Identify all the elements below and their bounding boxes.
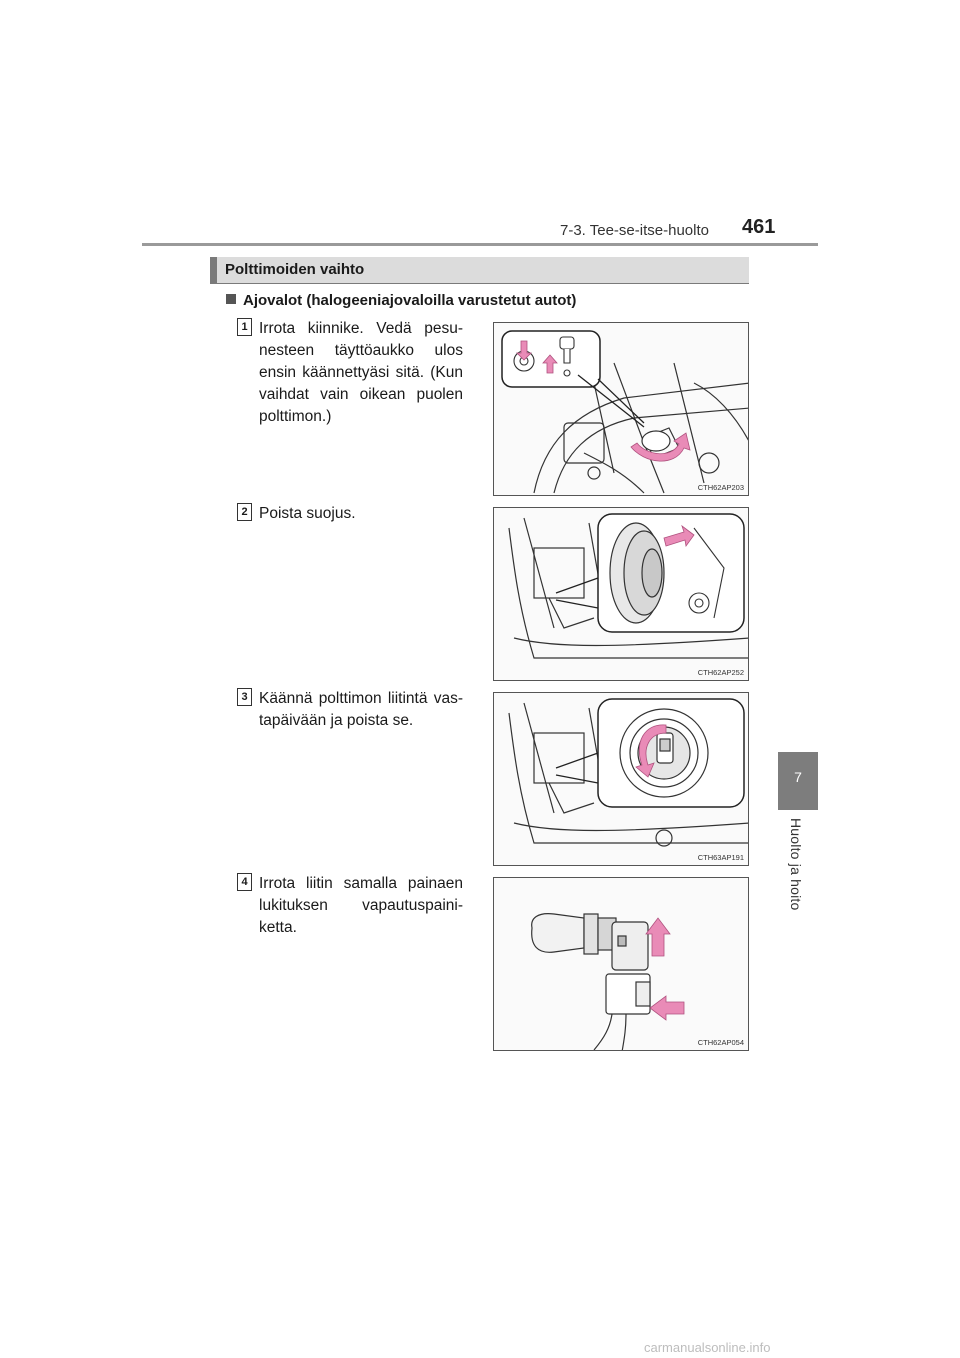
subheading: [226, 292, 576, 309]
step-text-4: Irrota liitin samalla painaen lukituksen vapautuspaini-ketta.: [259, 875, 463, 936]
headlight-cover-illustration: [494, 508, 749, 681]
page-number: 461: [742, 216, 776, 238]
running-header-section: 7-3. Tee-se-itse-huolto: [560, 222, 709, 239]
section-underline: [210, 283, 749, 284]
pink-arrow-icon: [646, 918, 684, 1020]
bulb-removal-illustration: [494, 878, 749, 1051]
figure-step-2: [493, 507, 749, 681]
step-badge-2: 2: [237, 503, 252, 521]
figure-code-1: CTH62AP203: [697, 483, 744, 492]
section-title: Polttimoiden vaihto: [225, 261, 365, 278]
subheading-text: Ajovalot (halogeeniajovaloilla varustetut autot): [243, 292, 577, 309]
step-text-3: Käännä polttimon liitintä vas-tapäivään ja poista se.: [259, 690, 463, 729]
figure-step-1: [493, 322, 749, 496]
figure-code-2: CTH62AP252: [697, 668, 744, 677]
watermark: carmanualsonline.info: [644, 1340, 771, 1355]
step-text-2: Poista suojus.: [259, 505, 356, 522]
step-badge-4: 4: [237, 873, 252, 891]
figure-step-3: [493, 692, 749, 866]
chapter-title: Huolto ja hoito: [788, 818, 804, 911]
figure-code-3: CTH63AP191: [697, 853, 744, 862]
bulb-connector-illustration: [494, 693, 749, 866]
header-rule: [142, 243, 818, 246]
step-badge-1: 1: [237, 318, 252, 336]
washer-filler-illustration: [494, 323, 749, 496]
chapter-number: 7: [794, 769, 802, 785]
section-title-bar: [210, 257, 749, 283]
figure-code-4: CTH62AP054: [697, 1038, 744, 1047]
step-text-1: Irrota kiinnike. Vedä pesu-nesteen täyttöaukko ulos ensin käännettyäsi sitä. (Kun vaihdat vain oikean puolen polttimon.): [259, 320, 463, 425]
square-bullet-icon: [226, 294, 236, 304]
figure-step-4: [493, 877, 749, 1051]
step-badge-3: 3: [237, 688, 252, 706]
